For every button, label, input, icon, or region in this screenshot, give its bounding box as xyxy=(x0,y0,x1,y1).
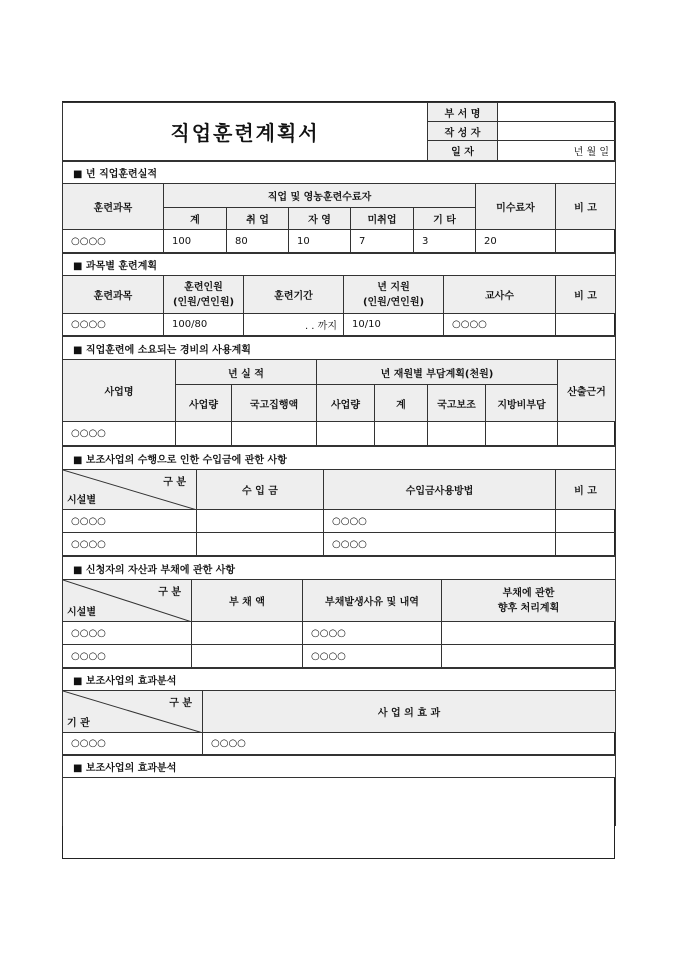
section-assets-debts xyxy=(62,556,616,668)
cell-note[interactable] xyxy=(556,314,616,336)
col-support-line2: (인원/연인원) xyxy=(362,296,425,308)
diag-top-label: 구 분 xyxy=(169,698,192,709)
col-course: 훈련과목 xyxy=(63,184,164,230)
col-trainees xyxy=(164,276,244,314)
cell-other[interactable]: 3 xyxy=(414,230,476,253)
cell-trainees[interactable]: 100/80 xyxy=(164,314,244,336)
col-project-effect: 사 업 의 효 과 xyxy=(203,691,616,733)
col-course: 훈련과목 xyxy=(63,276,164,314)
table-row xyxy=(63,645,616,668)
col-trainees-line2: (인원/연인원) xyxy=(172,296,235,308)
col-period: 훈련기간 xyxy=(244,276,344,314)
cell-income[interactable] xyxy=(197,510,324,533)
cell-course[interactable]: ○○○○ xyxy=(63,230,164,253)
table-row xyxy=(63,510,616,533)
cell-debt-reason[interactable]: ○○○○ xyxy=(303,645,442,668)
col-other: 기 타 xyxy=(414,208,476,230)
diag-bottom-label: 기 관 xyxy=(67,718,90,729)
col-income: 수 입 금 xyxy=(197,470,324,510)
table-row xyxy=(63,733,616,755)
cell-empty[interactable] xyxy=(558,422,616,446)
col-debt-reason: 부채발생사유 및 내역 xyxy=(303,580,442,622)
col-national-subsidy: 국고보조 xyxy=(428,385,486,422)
cell-empty[interactable] xyxy=(176,422,232,446)
cell-incomplete[interactable]: 20 xyxy=(476,230,556,253)
form-title: 직업훈련계획서 xyxy=(63,103,428,161)
col-local-burden: 지방비부담 xyxy=(486,385,558,422)
section-effect-analysis xyxy=(62,668,616,755)
cell-empty[interactable] xyxy=(428,422,486,446)
diag-top-label: 구 분 xyxy=(163,477,186,488)
diag-bottom-label: 시설별 xyxy=(67,495,96,506)
cell-effect[interactable]: ○○○○ xyxy=(203,733,616,755)
col-sum: 계 xyxy=(375,385,428,422)
col-national-exec: 국고집행액 xyxy=(232,385,317,422)
cell-facility[interactable]: ○○○○ xyxy=(63,533,197,556)
table-row xyxy=(63,533,616,556)
col-funding-plan: 년 재원별 부담계획(천원) xyxy=(317,360,558,385)
free-text-area[interactable] xyxy=(63,778,616,826)
cell-facility[interactable]: ○○○○ xyxy=(63,510,197,533)
cell-usage[interactable]: ○○○○ xyxy=(324,510,556,533)
cell-note[interactable] xyxy=(556,510,616,533)
col-note: 비 고 xyxy=(556,184,616,230)
dept-value[interactable] xyxy=(498,103,616,122)
dept-label: 부 서 명 xyxy=(428,103,498,122)
section-income xyxy=(62,446,616,556)
table-row xyxy=(63,622,616,645)
cell-project[interactable]: ○○○○ xyxy=(63,422,176,446)
cell-empty[interactable] xyxy=(375,422,428,446)
col-self-employed: 자 영 xyxy=(289,208,351,230)
diagonal-header xyxy=(63,691,203,733)
date-value[interactable]: 년 월 일 xyxy=(498,141,616,161)
section-heading: ■ 직업훈련에 소요되는 경비의 사용계획 xyxy=(63,337,616,360)
cell-usage[interactable]: ○○○○ xyxy=(324,533,556,556)
cell-debt-amount[interactable] xyxy=(192,622,303,645)
cell-debt-plan[interactable] xyxy=(442,622,616,645)
cell-note[interactable] xyxy=(556,230,616,253)
section-heading: ■ 신청자의 자산과 부채에 관한 사항 xyxy=(63,557,616,580)
cell-empty[interactable] xyxy=(317,422,375,446)
col-support-line1: 년 지원 xyxy=(377,281,410,293)
col-incomplete: 미수료자 xyxy=(476,184,556,230)
diagonal-header xyxy=(63,580,192,622)
col-note: 비 고 xyxy=(556,470,616,510)
cell-debt-plan[interactable] xyxy=(442,645,616,668)
section-heading: ■ 보조사업의 효과분석 xyxy=(63,669,616,691)
col-project: 사업명 xyxy=(63,360,176,422)
section-training-results xyxy=(62,161,616,253)
cell-unemployed[interactable]: 7 xyxy=(351,230,414,253)
document-form xyxy=(62,101,615,859)
section-heading: ■ 과목별 훈련계획 xyxy=(63,254,616,276)
table-row xyxy=(63,230,616,253)
date-label: 일 자 xyxy=(428,141,498,161)
section-course-plan xyxy=(62,253,616,336)
table-row xyxy=(63,422,616,446)
col-debt-plan-line2: 향후 처리계획 xyxy=(497,602,560,614)
table-row xyxy=(63,314,616,336)
col-teachers: 교사수 xyxy=(444,276,556,314)
col-unemployed: 미취업 xyxy=(351,208,414,230)
col-quantity-plan: 사업량 xyxy=(317,385,375,422)
cell-period[interactable]: . . 까지 xyxy=(244,314,344,336)
cell-facility[interactable]: ○○○○ xyxy=(63,645,192,668)
col-note: 비 고 xyxy=(556,276,616,314)
cell-empty[interactable] xyxy=(232,422,317,446)
cell-note[interactable] xyxy=(556,533,616,556)
col-employed: 취 업 xyxy=(227,208,289,230)
header-table xyxy=(62,102,616,161)
diag-bottom-label: 시설별 xyxy=(67,607,96,618)
cell-debt-amount[interactable] xyxy=(192,645,303,668)
section-heading: ■ 년 직업훈련실적 xyxy=(63,162,616,184)
col-basis: 산출근거 xyxy=(558,360,616,422)
col-debt-plan xyxy=(442,580,616,622)
author-value[interactable] xyxy=(498,122,616,141)
author-label: 작 성 자 xyxy=(428,122,498,141)
cell-employed[interactable]: 80 xyxy=(227,230,289,253)
section-heading: ■ 보조사업의 수행으로 인한 수입금에 관한 사항 xyxy=(63,447,616,470)
col-total: 계 xyxy=(164,208,227,230)
col-support xyxy=(344,276,444,314)
col-debt-plan-line1: 부채에 관한 xyxy=(502,587,555,599)
cell-total[interactable]: 100 xyxy=(164,230,227,253)
cell-teachers[interactable]: ○○○○ xyxy=(444,314,556,336)
cell-facility[interactable]: ○○○○ xyxy=(63,622,192,645)
cell-income[interactable] xyxy=(197,533,324,556)
cell-empty[interactable] xyxy=(486,422,558,446)
col-income-usage: 수입금사용방법 xyxy=(324,470,556,510)
diagonal-header xyxy=(63,470,197,510)
col-quantity-actual: 사업량 xyxy=(176,385,232,422)
col-debt-amount: 부 채 액 xyxy=(192,580,303,622)
cell-organization[interactable]: ○○○○ xyxy=(63,733,203,755)
cell-support[interactable]: 10/10 xyxy=(344,314,444,336)
section-heading: ■ 보조사업의 효과분석 xyxy=(63,756,616,778)
col-actual: 년 실 적 xyxy=(176,360,317,385)
diag-top-label: 구 분 xyxy=(158,587,181,598)
cell-self-employed[interactable]: 10 xyxy=(289,230,351,253)
section-expense-plan xyxy=(62,336,616,446)
cell-debt-reason[interactable]: ○○○○ xyxy=(303,622,442,645)
section-effect-analysis-2 xyxy=(62,755,616,826)
cell-course[interactable]: ○○○○ xyxy=(63,314,164,336)
col-completers: 직업 및 영농훈련수료자 xyxy=(164,184,476,208)
col-trainees-line1: 훈련인원 xyxy=(184,281,223,293)
